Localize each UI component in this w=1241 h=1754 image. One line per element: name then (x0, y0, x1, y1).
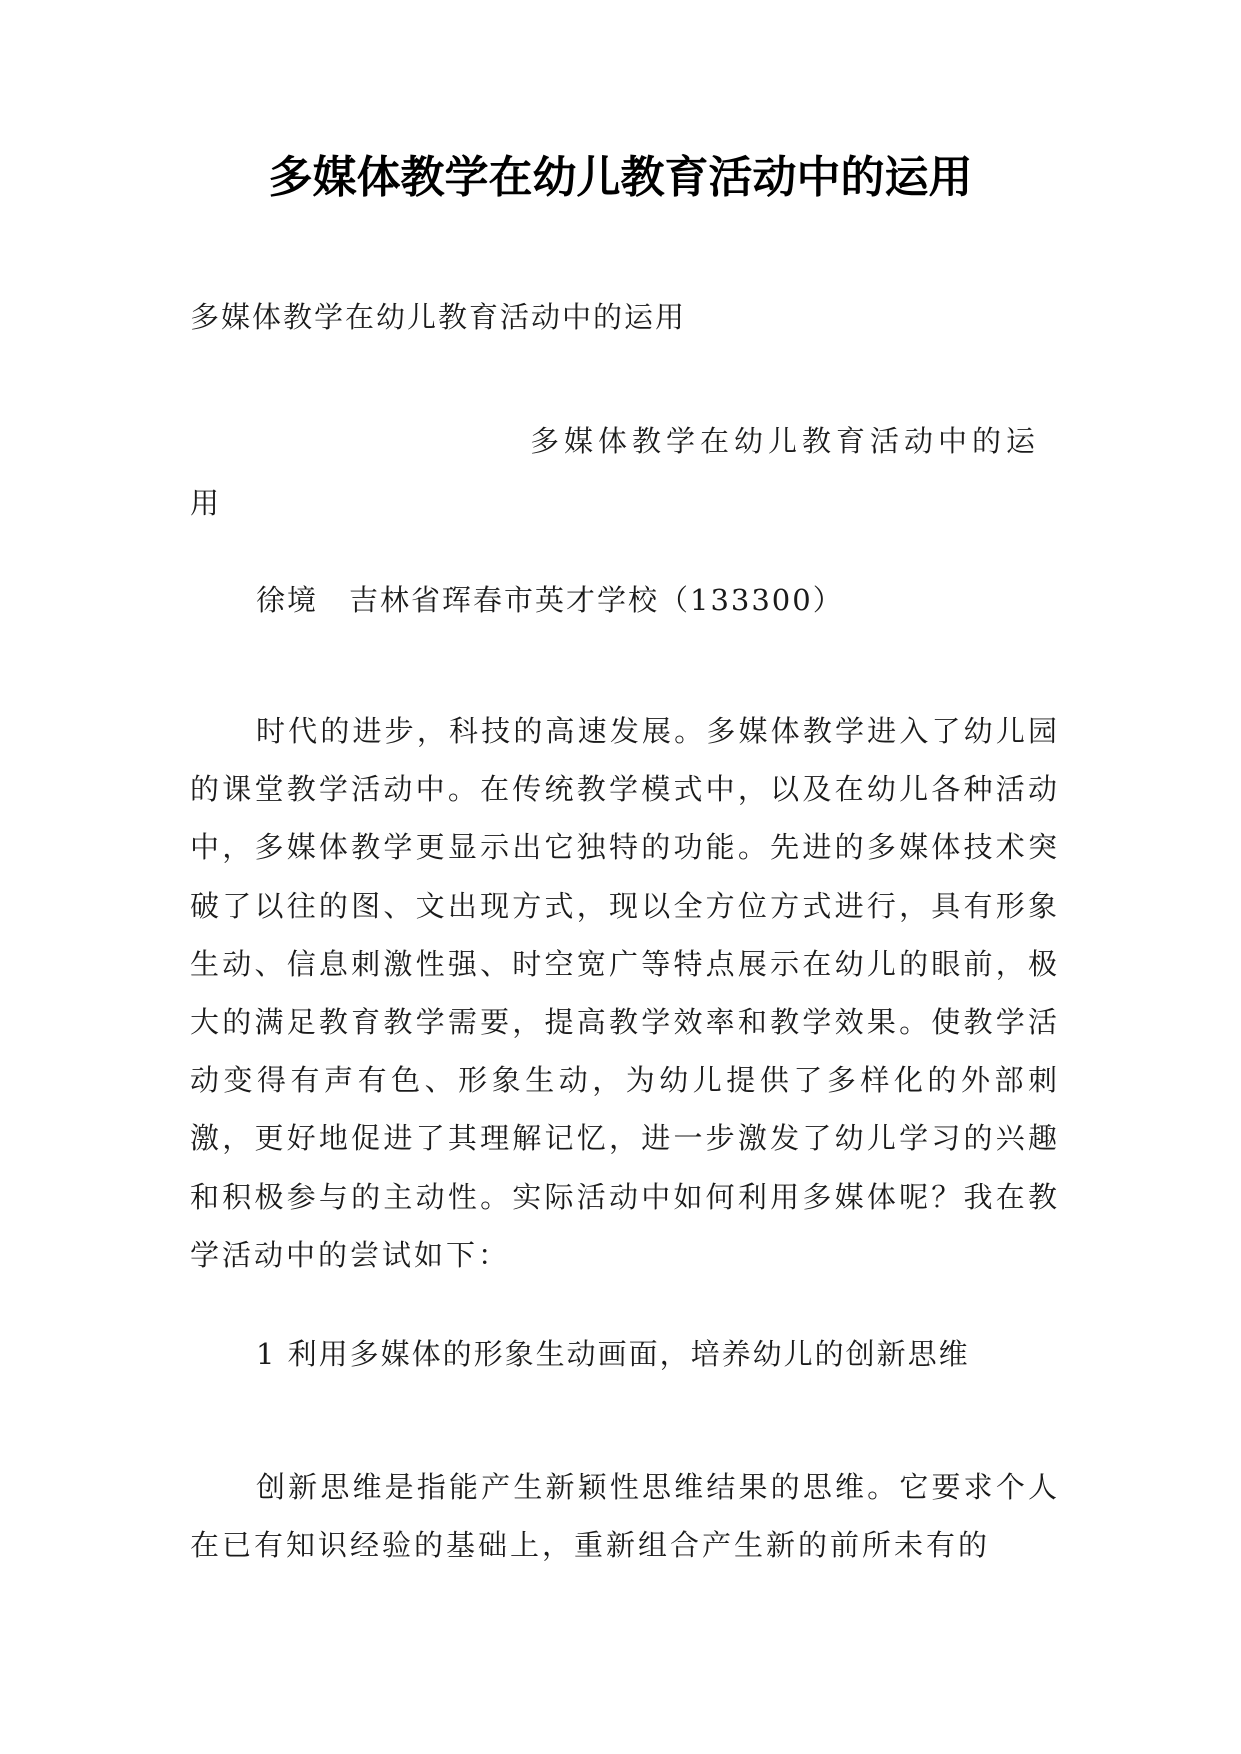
document-subtitle: 多媒体教学在幼儿教育活动中的运用 (190, 300, 687, 334)
article-heading: 多媒体教学在幼儿教育活动中的运用 (190, 424, 1041, 520)
author-line: 徐境 吉林省珲春市英才学校（133300） (256, 583, 844, 617)
paragraph-intro: 时代的进步，科技的高速发展。多媒体教学进入了幼儿园的课堂教学活动中。在传统教学模式中，以及在幼儿各种活动中，多媒体教学更显示出它独特的功能。先进的多媒体技术突破了以往的图、文出现方式，现以全方位方式进行，具有形象生动、信息刺激性强、时空宽广等特点展示在幼儿的眼前，极大的满足教育教学需要，提高教学效率和教学效果。使教学活动变得有声有色、形象生动，为幼儿提供了多样化的外部刺激，更好地促进了其理解记忆，进一步激发了幼儿学习的兴趣和积极参与的主动性。实际活动中如何利用多媒体呢？我在教学活动中的尝试如下： (190, 714, 1060, 1272)
document-title: 多媒体教学在幼儿教育活动中的运用 (268, 152, 973, 203)
section-heading: 1 利用多媒体的形象生动画面，培养幼儿的创新思维 (256, 1337, 970, 1371)
paragraph-section-1: 创新思维是指能产生新颖性思维结果的思维。它要求个人在已有知识经验的基础上，重新组合产生新的前所未有的 (190, 1470, 1060, 1562)
